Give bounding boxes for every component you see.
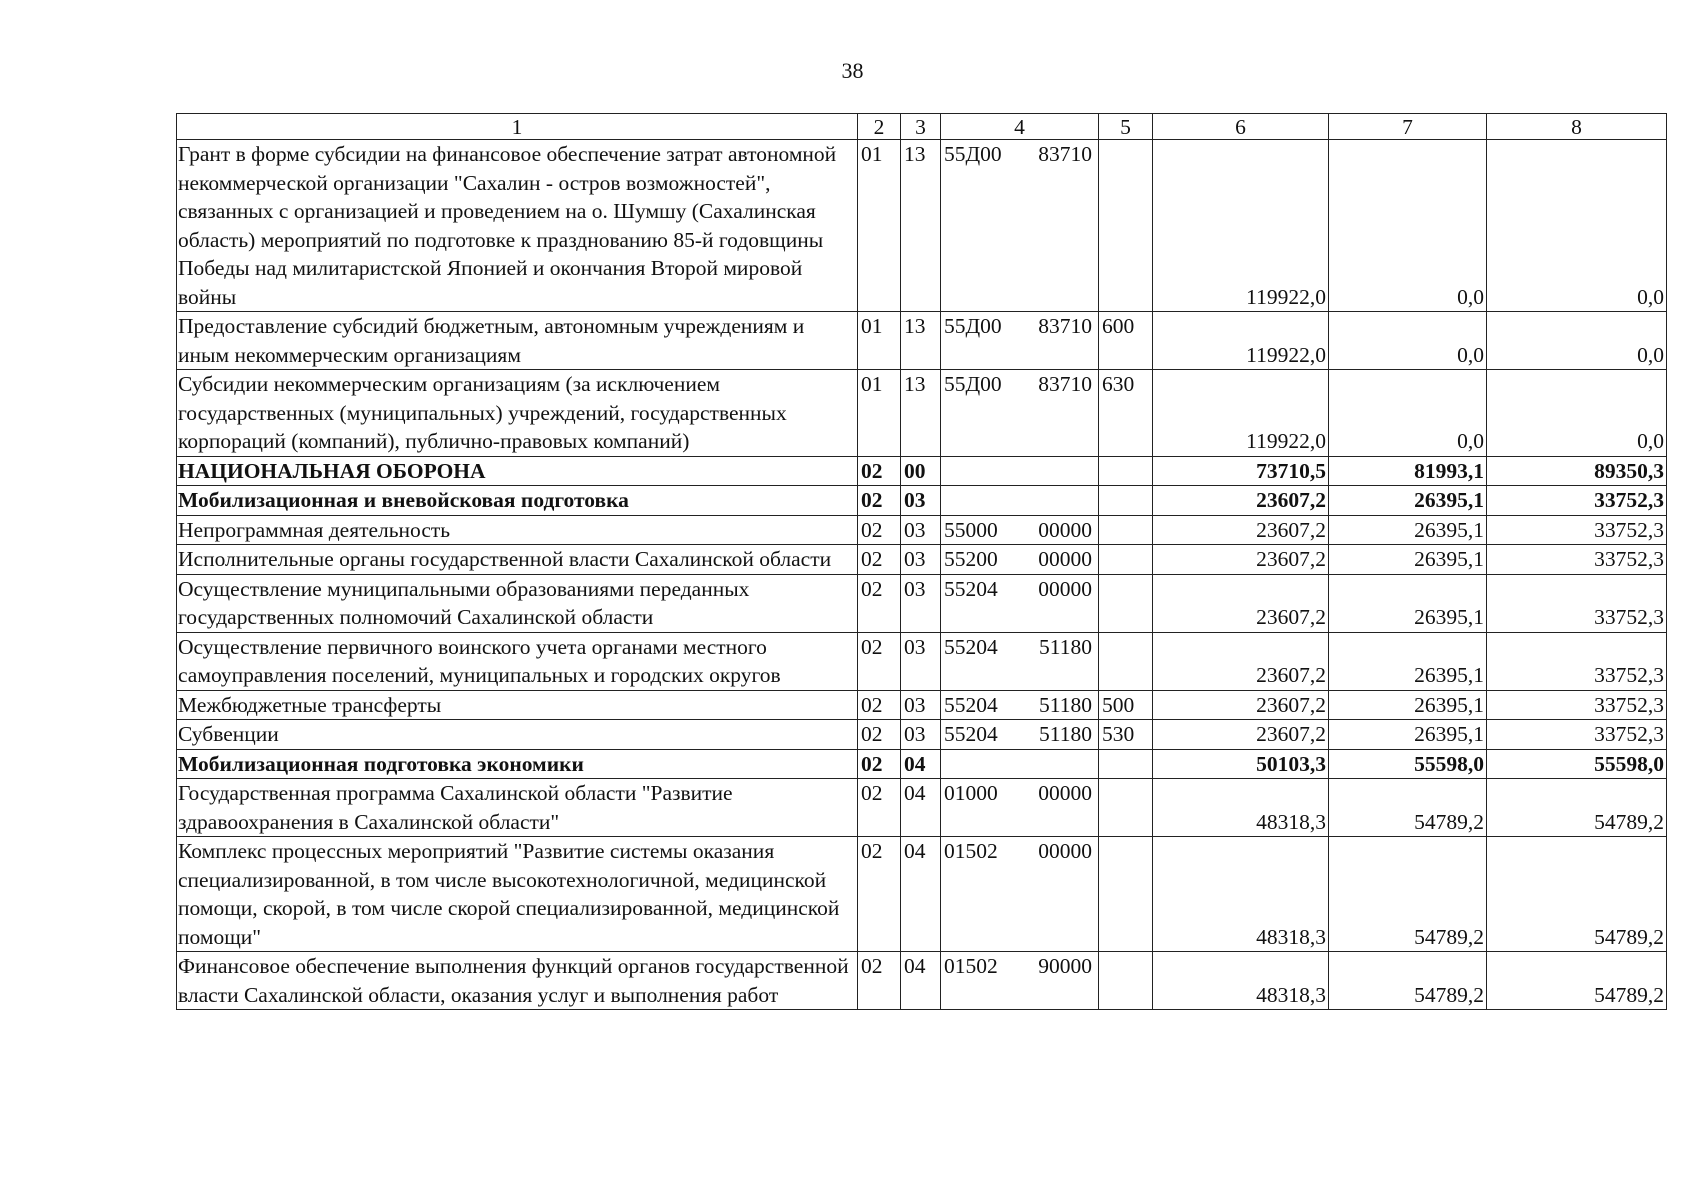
row-amount-col7: 26395,1 [1329,690,1487,720]
row-target-article-program: 55000 [944,517,998,542]
row-name: Субсидии некоммерческим организациям (за исключением государственных (муниципальных) учреждений, государственных корпораций (компаний), публично-правовых компаний) [177,370,858,457]
row-target-article-direction: 51180 [1039,722,1092,746]
row-name: Непрограммная деятельность [177,515,858,545]
row-amount-col6: 119922,0 [1153,140,1329,312]
row-target-article [941,312,1099,370]
row-amount-col8: 0,0 [1487,370,1667,457]
row-target-article-program: 55Д00 [944,314,1002,338]
row-amount-col8: 33752,3 [1487,632,1667,690]
header-cell: 1 [177,114,858,140]
row-subsection-code: 03 [901,574,941,632]
row-target-article-direction: 00000 [1038,547,1092,571]
row-target-article [941,952,1099,1010]
row-target-article [941,749,1099,779]
row-subsection-code: 04 [901,837,941,952]
row-name: Комплекс процессных мероприятий "Развитие системы оказания специализированной, в том числе высокотехнологичной, медицинской помощи, скорой, в том числе скорой специализированной, медицинской помощи" [177,837,858,952]
row-amount-col8: 54789,2 [1487,779,1667,837]
row-section-code: 01 [858,370,901,457]
row-expense-type [1099,486,1153,516]
row-target-article-direction: 83710 [1038,142,1092,166]
row-amount-col8: 33752,3 [1487,515,1667,545]
header-cell: 7 [1329,114,1487,140]
row-expense-type: 500 [1099,690,1153,720]
row-section-code: 02 [858,486,901,516]
row-subsection-code: 04 [901,749,941,779]
table-row [177,456,1667,486]
row-amount-col6: 23607,2 [1153,632,1329,690]
row-amount-col8: 33752,3 [1487,690,1667,720]
row-amount-col7: 26395,1 [1329,632,1487,690]
row-name: Мобилизационная и вневойсковая подготовка [177,486,858,516]
row-target-article-direction: 00000 [1038,781,1092,805]
row-target-article-direction: 83710 [1038,372,1092,396]
row-target-article-program: 01502 [944,954,998,978]
row-subsection-code: 13 [901,140,941,312]
row-section-code: 02 [858,837,901,952]
row-target-article [941,370,1099,457]
row-amount-col7: 54789,2 [1329,779,1487,837]
row-name: Предоставление субсидий бюджетным, автономным учреждениям и иным некоммерческим организациям [177,312,858,370]
row-target-article [941,837,1099,952]
row-expense-type: 600 [1099,312,1153,370]
row-amount-col7: 0,0 [1329,370,1487,457]
row-amount-col8: 54789,2 [1487,837,1667,952]
row-expense-type: 530 [1099,720,1153,750]
row-target-article [941,456,1099,486]
row-expense-type [1099,140,1153,312]
row-expense-type: 630 [1099,370,1153,457]
row-section-code: 02 [858,690,901,720]
row-name: НАЦИОНАЛЬНАЯ ОБОРОНА [177,456,858,486]
row-target-article-program: 01000 [944,781,998,805]
row-subsection-code: 04 [901,779,941,837]
row-target-article-program: 01502 [944,839,998,863]
row-name: Финансовое обеспечение выполнения функций органов государственной власти Сахалинской области, оказания услуг и выполнения работ [177,952,858,1010]
row-target-article-direction: 00000 [1038,839,1092,863]
row-amount-col7: 26395,1 [1329,574,1487,632]
table-row [177,749,1667,779]
row-amount-col6: 23607,2 [1153,720,1329,750]
row-amount-col6: 48318,3 [1153,952,1329,1010]
row-amount-col6: 23607,2 [1153,690,1329,720]
row-amount-col8: 0,0 [1487,140,1667,312]
row-subsection-code: 13 [901,370,941,457]
table-row [177,515,1667,545]
row-expense-type [1099,749,1153,779]
row-amount-col8: 55598,0 [1487,749,1667,779]
row-amount-col8: 33752,3 [1487,545,1667,575]
row-expense-type [1099,545,1153,575]
row-target-article-program: 55Д00 [944,142,1002,166]
row-target-article-direction: 51180 [1039,692,1092,717]
row-target-article-direction: 51180 [1039,634,1092,659]
row-target-article [941,632,1099,690]
row-subsection-code: 13 [901,312,941,370]
row-amount-col7: 54789,2 [1329,837,1487,952]
header-cell: 4 [941,114,1099,140]
row-amount-col8: 33752,3 [1487,486,1667,516]
row-name: Осуществление первичного воинского учета органами местного самоуправления поселений, муниципальных и городских округов [177,632,858,690]
row-name: Грант в форме субсидии на финансовое обеспечение затрат автономной некоммерческой организации "Сахалин - остров возможностей", связанных с организацией и проведением на о. Шумшу (Сахалинская область) мероприятий по подготовке к празднованию 85-й годовщины Победы над милитаристской Японией и окончания Второй мировой войны [177,140,858,312]
row-section-code: 02 [858,574,901,632]
row-expense-type [1099,632,1153,690]
table-row [177,545,1667,575]
table-row [177,140,1667,312]
row-name: Исполнительные органы государственной власти Сахалинской области [177,545,858,575]
row-target-article [941,515,1099,545]
row-amount-col7: 26395,1 [1329,515,1487,545]
row-target-article-program: 55204 [944,722,998,746]
row-subsection-code: 00 [901,456,941,486]
header-cell: 8 [1487,114,1667,140]
row-amount-col6: 23607,2 [1153,574,1329,632]
row-amount-col6: 23607,2 [1153,486,1329,516]
row-name: Государственная программа Сахалинской области "Развитие здравоохранения в Сахалинской области" [177,779,858,837]
row-amount-col6: 23607,2 [1153,515,1329,545]
row-target-article-program: 55204 [944,634,998,659]
row-section-code: 02 [858,952,901,1010]
row-amount-col6: 48318,3 [1153,837,1329,952]
table-row [177,720,1667,750]
row-target-article [941,486,1099,516]
row-amount-col6: 73710,5 [1153,456,1329,486]
row-subsection-code: 03 [901,486,941,516]
row-amount-col7: 26395,1 [1329,720,1487,750]
row-target-article [941,545,1099,575]
row-name: Субвенции [177,720,858,750]
row-expense-type [1099,456,1153,486]
row-subsection-code: 03 [901,720,941,750]
row-section-code: 02 [858,720,901,750]
row-target-article-direction: 00000 [1038,517,1092,542]
row-amount-col8: 54789,2 [1487,952,1667,1010]
row-target-article-direction: 90000 [1038,954,1092,978]
header-row [177,114,1667,140]
row-target-article-program: 55204 [944,576,998,601]
table-row [177,952,1667,1010]
header-cell: 6 [1153,114,1329,140]
page-number: 38 [841,58,864,83]
row-subsection-code: 04 [901,952,941,1010]
row-amount-col6: 119922,0 [1153,370,1329,457]
row-target-article-program: 55204 [944,692,998,717]
table-row [177,574,1667,632]
row-section-code: 01 [858,140,901,312]
budget-table [176,113,1667,1010]
table-row [177,486,1667,516]
row-amount-col6: 48318,3 [1153,779,1329,837]
row-subsection-code: 03 [901,632,941,690]
row-name: Мобилизационная подготовка экономики [177,749,858,779]
row-section-code: 02 [858,545,901,575]
row-amount-col7: 26395,1 [1329,545,1487,575]
row-subsection-code: 03 [901,515,941,545]
row-subsection-code: 03 [901,545,941,575]
table-row [177,312,1667,370]
row-amount-col7: 26395,1 [1329,486,1487,516]
row-amount-col7: 81993,1 [1329,456,1487,486]
row-section-code: 01 [858,312,901,370]
row-target-article-direction: 83710 [1038,314,1092,338]
row-amount-col6: 119922,0 [1153,312,1329,370]
row-amount-col6: 23607,2 [1153,545,1329,575]
row-name: Межбюджетные трансферты [177,690,858,720]
row-target-article-direction: 00000 [1038,576,1092,601]
row-target-article-program: 55200 [944,547,998,571]
row-expense-type [1099,574,1153,632]
table-row [177,690,1667,720]
row-expense-type [1099,952,1153,1010]
row-target-article [941,690,1099,720]
row-section-code: 02 [858,632,901,690]
row-amount-col8: 33752,3 [1487,574,1667,632]
header-cell: 5 [1099,114,1153,140]
row-amount-col8: 89350,3 [1487,456,1667,486]
row-amount-col8: 0,0 [1487,312,1667,370]
table-row [177,370,1667,457]
row-amount-col7: 0,0 [1329,312,1487,370]
row-target-article [941,779,1099,837]
row-expense-type [1099,837,1153,952]
header-cell: 2 [858,114,901,140]
row-section-code: 02 [858,456,901,486]
row-expense-type [1099,779,1153,837]
row-section-code: 02 [858,515,901,545]
row-subsection-code: 03 [901,690,941,720]
row-section-code: 02 [858,749,901,779]
row-section-code: 02 [858,779,901,837]
row-amount-col6: 50103,3 [1153,749,1329,779]
row-amount-col7: 54789,2 [1329,952,1487,1010]
row-target-article [941,140,1099,312]
row-name: Осуществление муниципальными образованиями переданных государственных полномочий Сахалинской области [177,574,858,632]
row-target-article [941,574,1099,632]
row-target-article [941,720,1099,750]
row-target-article-program: 55Д00 [944,372,1002,396]
row-amount-col7: 0,0 [1329,140,1487,312]
row-expense-type [1099,515,1153,545]
row-amount-col8: 33752,3 [1487,720,1667,750]
header-cell: 3 [901,114,941,140]
table-body [177,140,1667,1010]
table-row [177,632,1667,690]
table-row [177,837,1667,952]
table-row [177,779,1667,837]
row-amount-col7: 55598,0 [1329,749,1487,779]
